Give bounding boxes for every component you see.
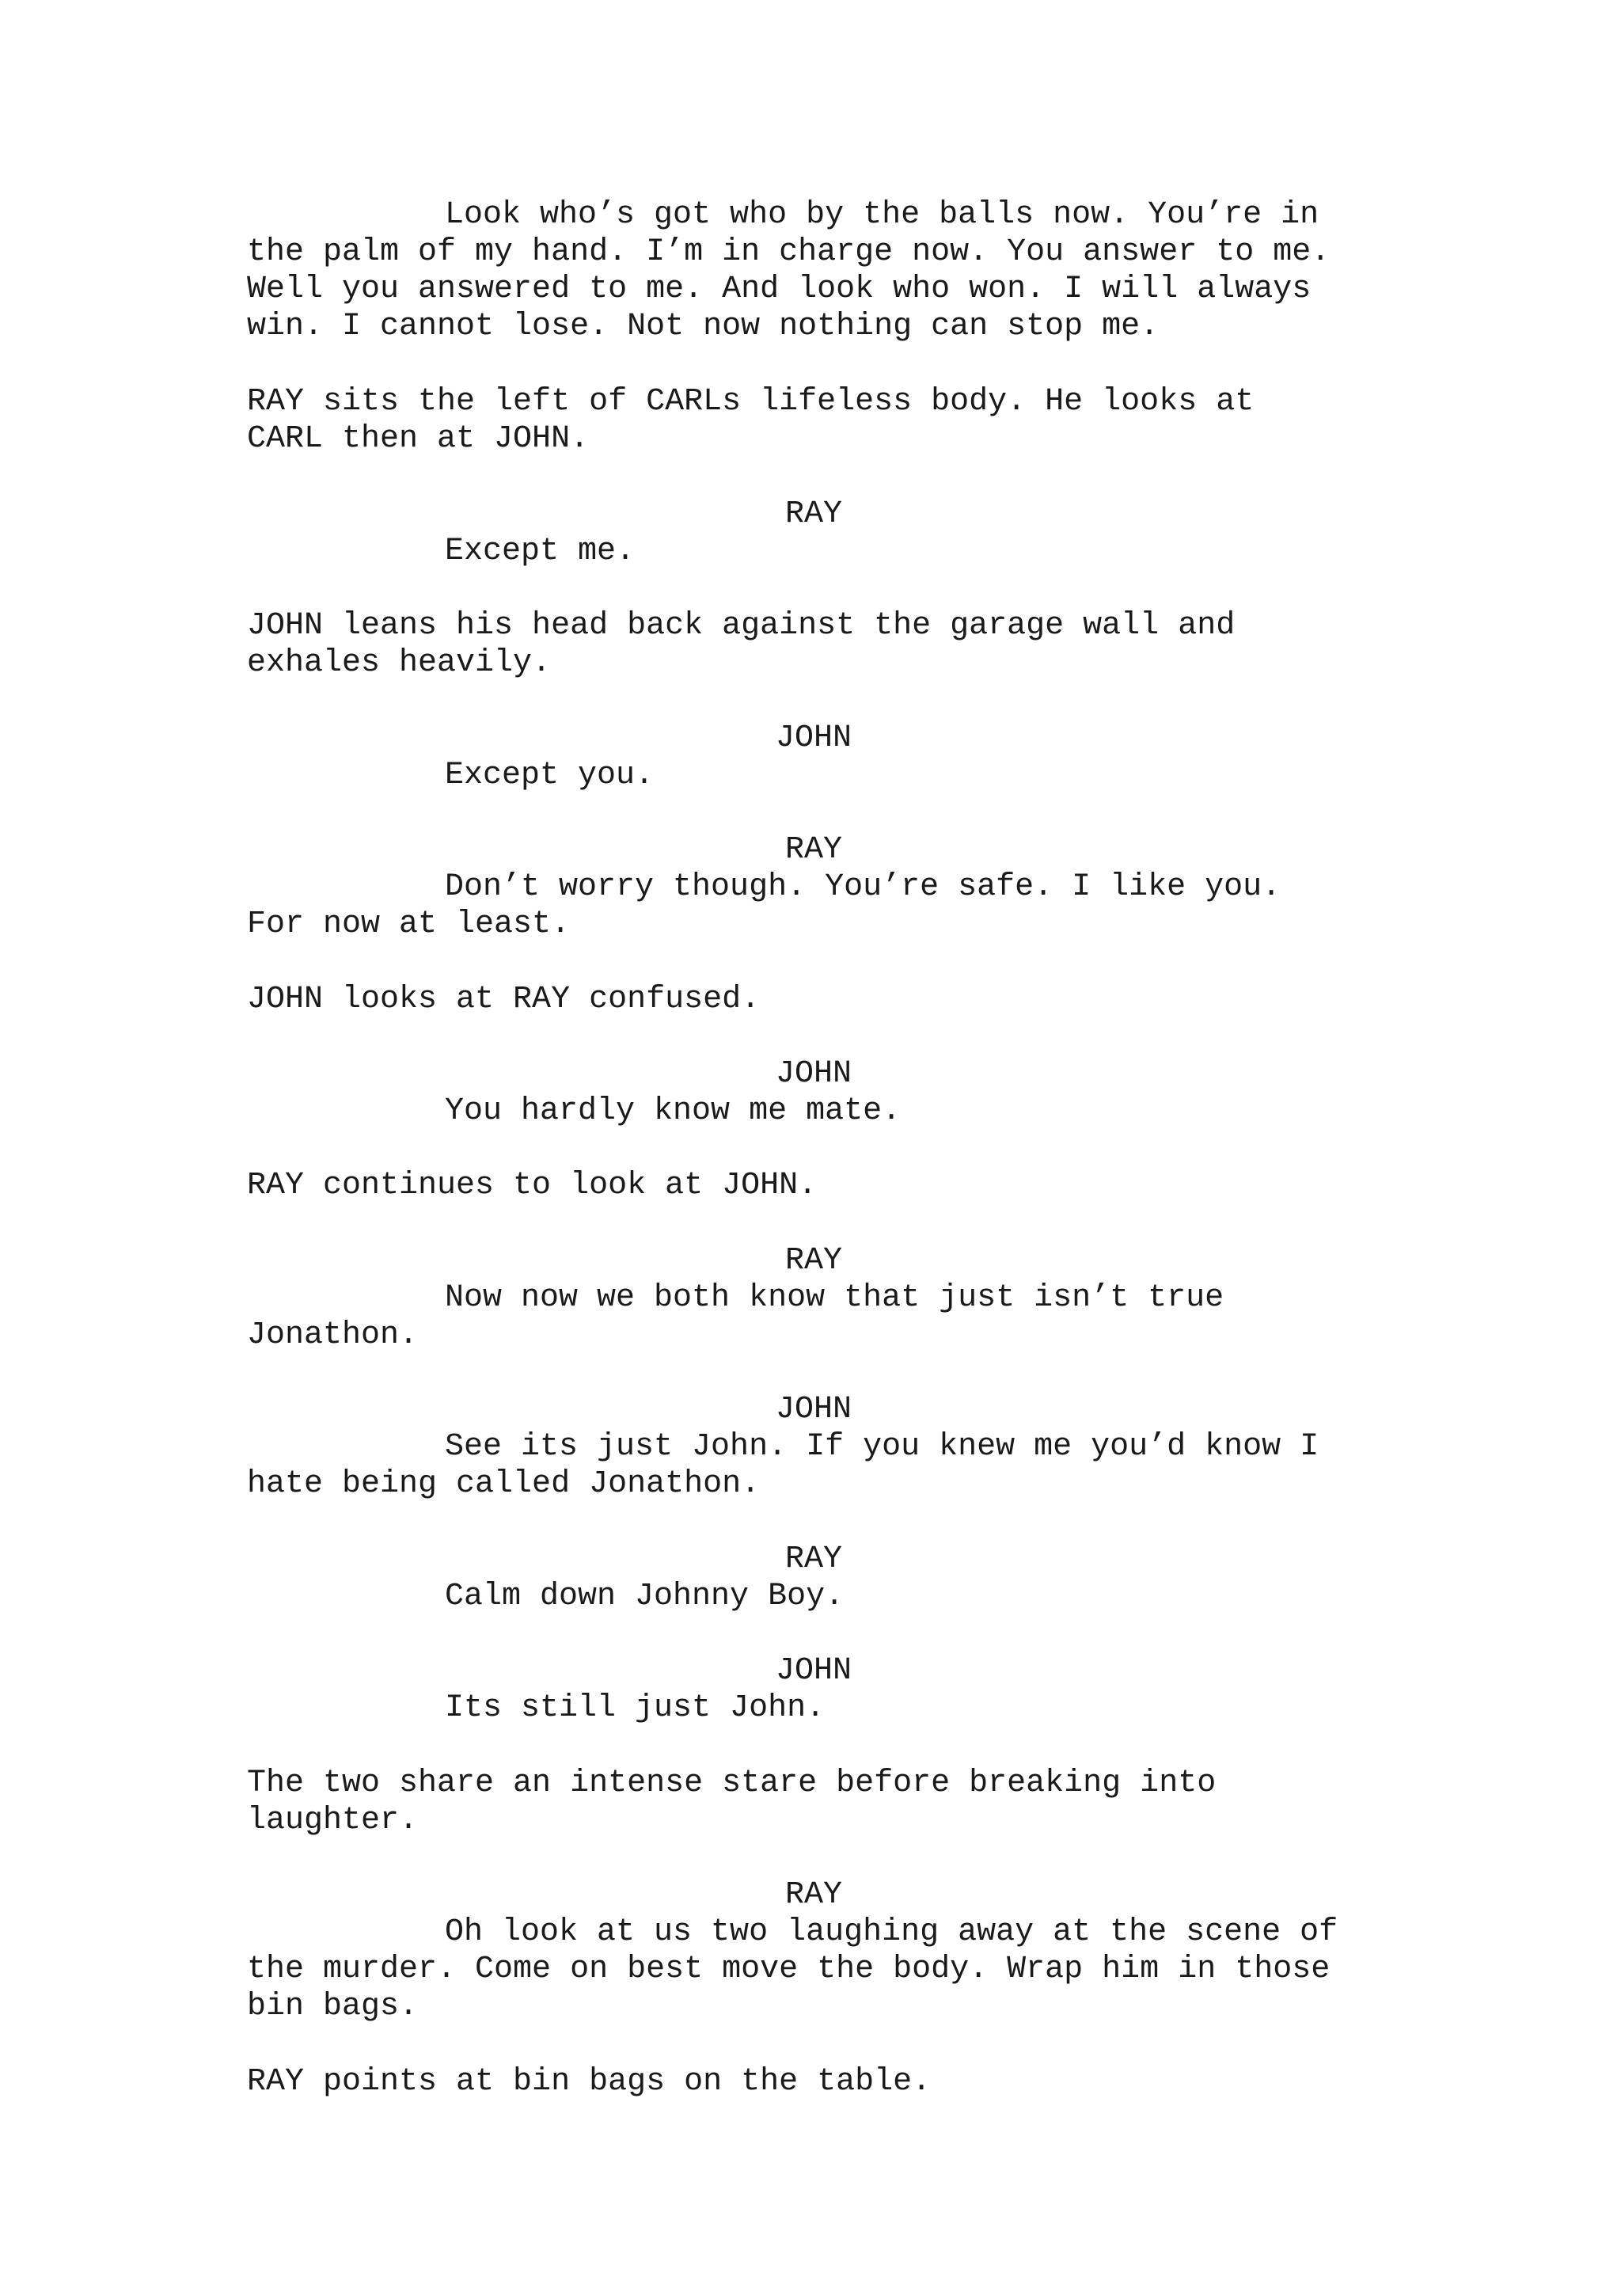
dialogue-line: You hardly know me mate.	[445, 1093, 902, 1129]
dialogue-line: win. I cannot lose. Not now nothing can stop me.	[247, 309, 1160, 344]
dialogue-line: For now at least.	[247, 907, 571, 942]
dialogue-line: the murder. Come on best move the body. Wrap him in those	[247, 1952, 1331, 1987]
dialogue-line: Now now we both know that just isn’t true	[445, 1280, 1224, 1316]
dialogue-line: Don’t worry though. You’re safe. I like you.	[445, 869, 1281, 905]
character-name: RAY	[785, 832, 843, 868]
action-line: JOHN leans his head back against the garage wall and	[247, 608, 1236, 644]
character-name: RAY	[785, 1877, 843, 1913]
dialogue-line: Its still just John.	[445, 1690, 826, 1726]
character-name: JOHN	[776, 1056, 852, 1092]
character-name: RAY	[785, 496, 843, 532]
character-name: RAY	[785, 1541, 843, 1577]
character-name: JOHN	[776, 1653, 852, 1689]
action-line: JOHN looks at RAY confused.	[247, 982, 761, 1017]
dialogue-line: See its just John. If you knew me you’d know I	[445, 1429, 1319, 1465]
dialogue-line: Well you answered to me. And look who won. I will always	[247, 272, 1312, 307]
action-line: The two share an intense stare before breaking into	[247, 1766, 1217, 1801]
dialogue-line: Calm down Johnny Boy.	[445, 1579, 845, 1614]
character-name: JOHN	[776, 720, 852, 756]
dialogue-line: Except you.	[445, 758, 655, 793]
dialogue-line: Look who’s got who by the balls now. You’re in	[445, 197, 1319, 233]
dialogue-line: the palm of my hand. I’m in charge now. You answer to me.	[247, 234, 1331, 270]
action-line: RAY sits the left of CARLs lifeless body. He looks at	[247, 384, 1255, 420]
dialogue-line: bin bags.	[247, 1989, 419, 2024]
character-name: JOHN	[776, 1392, 852, 1427]
dialogue-line: Except me.	[445, 534, 636, 569]
dialogue-line: hate being called Jonathon.	[247, 1466, 761, 1502]
action-line: laughter.	[247, 1803, 419, 1838]
action-line: RAY points at bin bags on the table.	[247, 2064, 932, 2100]
character-name: RAY	[785, 1243, 843, 1279]
dialogue-line: Oh look at us two laughing away at the scene of	[445, 1914, 1338, 1950]
action-line: RAY continues to look at JOHN.	[247, 1168, 818, 1203]
action-line: CARL then at JOHN.	[247, 421, 590, 457]
dialogue-line: Jonathon.	[247, 1317, 419, 1353]
action-line: exhales heavily.	[247, 645, 552, 681]
